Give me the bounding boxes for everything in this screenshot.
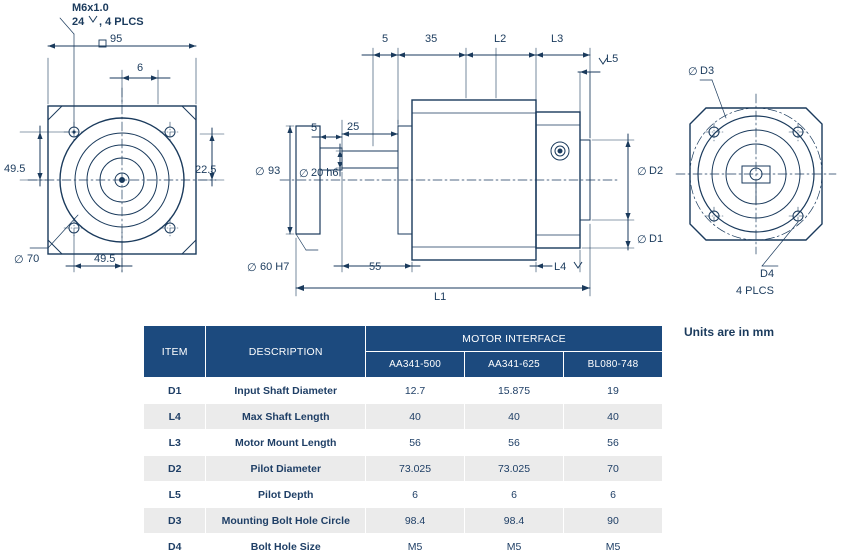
cell-description: Motor Mount Length	[206, 430, 366, 456]
label-plcs-4: 4 PLCS	[736, 285, 774, 297]
cell-value-1: 98.4	[366, 508, 465, 534]
label-dim-5-inner: 5	[311, 122, 318, 134]
depth-symbol-1	[89, 16, 97, 22]
cell-value-2: M5	[465, 534, 564, 560]
cell-value-3: 56	[564, 430, 663, 456]
cell-value-2: 40	[465, 404, 564, 430]
cell-value-1: 40	[366, 404, 465, 430]
table-row	[144, 482, 663, 508]
depth-symbol-3	[574, 262, 582, 268]
label-thread-plcs: , 4 PLCS	[99, 16, 144, 28]
label-m6-thread: M6x1.0	[72, 2, 109, 14]
label-dim-25: 25	[347, 121, 360, 133]
cell-description: Input Shaft Diameter	[206, 378, 366, 404]
label-dim-L5: L5	[606, 53, 619, 65]
cell-item: D2	[144, 456, 206, 482]
cell-description: Bolt Hole Size	[206, 534, 366, 560]
table-row	[144, 404, 663, 430]
label-dia-60-symbol: ∅	[247, 262, 257, 274]
cell-item: D4	[144, 534, 206, 560]
label-dia-70: 70	[27, 253, 40, 265]
cell-item: D1	[144, 378, 206, 404]
header-col-bl080-748: BL080-748	[564, 352, 663, 378]
motor-interface-table	[143, 325, 663, 560]
label-dim-5-top: 5	[382, 33, 389, 45]
cell-value-3: 40	[564, 404, 663, 430]
label-dim-D2: D2	[649, 165, 664, 177]
label-dia-93-symbol: ∅	[255, 166, 265, 178]
label-dim-L4: L4	[554, 261, 567, 273]
label-dim-D1: D1	[649, 233, 664, 245]
cell-description: Max Shaft Length	[206, 404, 366, 430]
cell-value-1: 73.025	[366, 456, 465, 482]
label-dim-D3-symbol: ∅	[688, 66, 698, 78]
header-motor-interface: MOTOR INTERFACE	[366, 326, 663, 352]
table-row	[144, 430, 663, 456]
label-thread-depth: 24	[72, 16, 85, 28]
label-dia-70-symbol: ∅	[14, 254, 24, 266]
cell-description: Pilot Diameter	[206, 456, 366, 482]
cell-description: Mounting Bolt Hole Circle	[206, 508, 366, 534]
cell-item: L3	[144, 430, 206, 456]
label-dia-20-h6: 20 h6	[311, 167, 339, 179]
label-dim-35: 35	[425, 33, 438, 45]
cell-value-2: 56	[465, 430, 564, 456]
label-dim-49-5-left: 49.5	[4, 163, 26, 175]
cell-value-3: 19	[564, 378, 663, 404]
table-row	[144, 456, 663, 482]
cell-value-2: 6	[465, 482, 564, 508]
label-dia-93: 93	[268, 165, 281, 177]
cell-value-2: 98.4	[465, 508, 564, 534]
cell-value-3: M5	[564, 534, 663, 560]
label-dim-D1-symbol: ∅	[637, 234, 647, 246]
cell-value-1: 6	[366, 482, 465, 508]
table-head	[144, 326, 663, 378]
cell-description: Pilot Depth	[206, 482, 366, 508]
label-dim-55: 55	[369, 261, 382, 273]
header-col-aa341-625: AA341-625	[465, 352, 564, 378]
cell-value-3: 6	[564, 482, 663, 508]
cell-item: L5	[144, 482, 206, 508]
cell-value-3: 90	[564, 508, 663, 534]
label-dim-L1: L1	[434, 291, 447, 303]
label-dim-6: 6	[137, 62, 144, 74]
table-row	[144, 378, 663, 404]
front-view	[20, 18, 224, 272]
rear-view	[676, 80, 836, 266]
label-dia-20-symbol: ∅	[299, 168, 309, 180]
table-body	[144, 378, 663, 560]
label-dim-L2: L2	[494, 33, 507, 45]
cell-value-1: M5	[366, 534, 465, 560]
cell-item: L4	[144, 404, 206, 430]
label-dim-D4: D4	[760, 268, 775, 280]
label-dim-D2-symbol: ∅	[637, 166, 647, 178]
label-dim-D3: D3	[700, 65, 715, 77]
cell-value-2: 15.875	[465, 378, 564, 404]
cell-value-2: 73.025	[465, 456, 564, 482]
cell-value-1: 12.7	[366, 378, 465, 404]
header-col-aa341-500: AA341-500	[366, 352, 465, 378]
header-description: DESCRIPTION	[206, 326, 366, 378]
table-row	[144, 508, 663, 534]
cell-value-1: 56	[366, 430, 465, 456]
label-dim-L3: L3	[551, 33, 564, 45]
units-note: Units are in mm	[684, 325, 775, 339]
header-item: ITEM	[144, 326, 206, 378]
label-dim-22-5: 22.5	[195, 164, 217, 176]
label-dia-60-H7: 60 H7	[260, 261, 290, 273]
table-row	[144, 534, 663, 560]
table-header-row-1	[144, 326, 663, 352]
label-square-95: 95	[110, 33, 123, 45]
cell-item: D3	[144, 508, 206, 534]
cell-value-3: 70	[564, 456, 663, 482]
label-dim-49-5-bottom: 49.5	[94, 253, 116, 265]
